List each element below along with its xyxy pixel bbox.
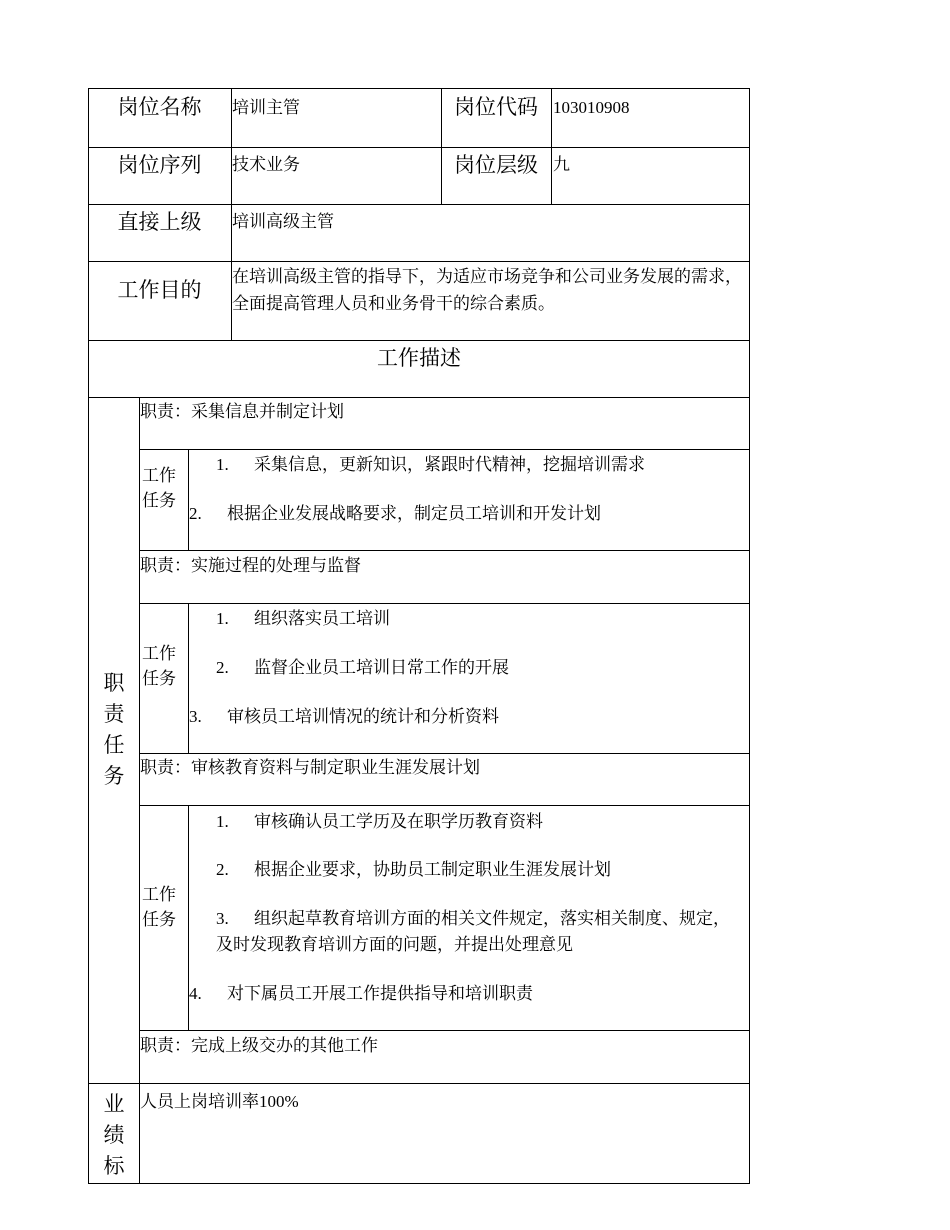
kpi-label: 业 绩 标 (103, 1092, 125, 1178)
task-item (216, 857, 611, 883)
responsibility-title: 职责：采集信息并制定计划 (140, 402, 344, 421)
task-number: 1. (216, 455, 229, 474)
position-level-label: 岗位层级 (454, 153, 538, 177)
task-item (189, 501, 601, 527)
responsibility-title: 职责：完成上级交办的其他工作 (140, 1036, 378, 1055)
task-item (216, 452, 645, 478)
task-item (189, 704, 499, 730)
duties-label: 职 责 任 务 (103, 671, 125, 788)
position-name-value: 培训主管 (232, 98, 300, 117)
task-number: 3. (216, 909, 229, 928)
purpose-value: 在培训高级主管的指导下，为适应市场竞争和公司业务发展的需求，全面提高管理人员和业务骨干的综合素质。 (232, 267, 742, 313)
task-text: 监督企业员工培训日常工作的开展 (254, 658, 509, 677)
description-title: 工作描述 (377, 346, 461, 370)
task-text: 根据企业要求，协助员工制定职业生涯发展计划 (254, 860, 611, 879)
responsibility-title: 职责：审核教育资料与制定职业生涯发展计划 (140, 758, 480, 777)
position-name-label: 岗位名称 (117, 95, 202, 119)
task-item (216, 809, 543, 835)
task-text: 对下属员工开展工作提供指导和培训职责 (227, 984, 533, 1003)
task-item (216, 655, 509, 681)
task-text: 组织落实员工培训 (254, 609, 390, 628)
task-label: 工作 任务 (142, 885, 176, 929)
task-number: 4. (189, 984, 202, 1003)
purpose-label: 工作目的 (117, 278, 202, 302)
task-text: 组织起草教育培训方面的相关文件规定，落实相关制度、规定，及时发现教育培训方面的问题，并提出处理意见 (216, 909, 730, 954)
task-item (216, 606, 390, 632)
position-series-value: 技术业务 (232, 155, 300, 174)
task-number: 1. (216, 812, 229, 831)
task-number: 2. (216, 658, 229, 677)
task-number: 2. (189, 504, 202, 523)
superior-value: 培训高级主管 (232, 212, 334, 231)
task-item (189, 981, 533, 1007)
task-number: 1. (216, 609, 229, 628)
task-text: 根据企业发展战略要求，制定员工培训和开发计划 (227, 504, 601, 523)
task-number: 2. (216, 860, 229, 879)
task-item (216, 906, 742, 958)
task-number: 3. (189, 707, 202, 726)
task-text: 审核员工培训情况的统计和分析资料 (227, 707, 499, 726)
position-code-label: 岗位代码 (454, 95, 538, 119)
kpi-value: 人员上岗培训率100% (140, 1092, 299, 1111)
superior-label: 直接上级 (117, 210, 202, 234)
task-text: 审核确认员工学历及在职学历教育资料 (254, 812, 543, 831)
task-text: 采集信息，更新知识，紧跟时代精神，挖掘培训需求 (254, 455, 645, 474)
position-level-value: 九 (553, 155, 570, 174)
responsibility-title: 职责：实施过程的处理与监督 (140, 556, 361, 575)
position-series-label: 岗位序列 (117, 153, 202, 177)
position-code-value: 103010908 (553, 98, 630, 117)
task-label: 工作 任务 (142, 644, 176, 688)
task-label: 工作 任务 (142, 466, 176, 510)
